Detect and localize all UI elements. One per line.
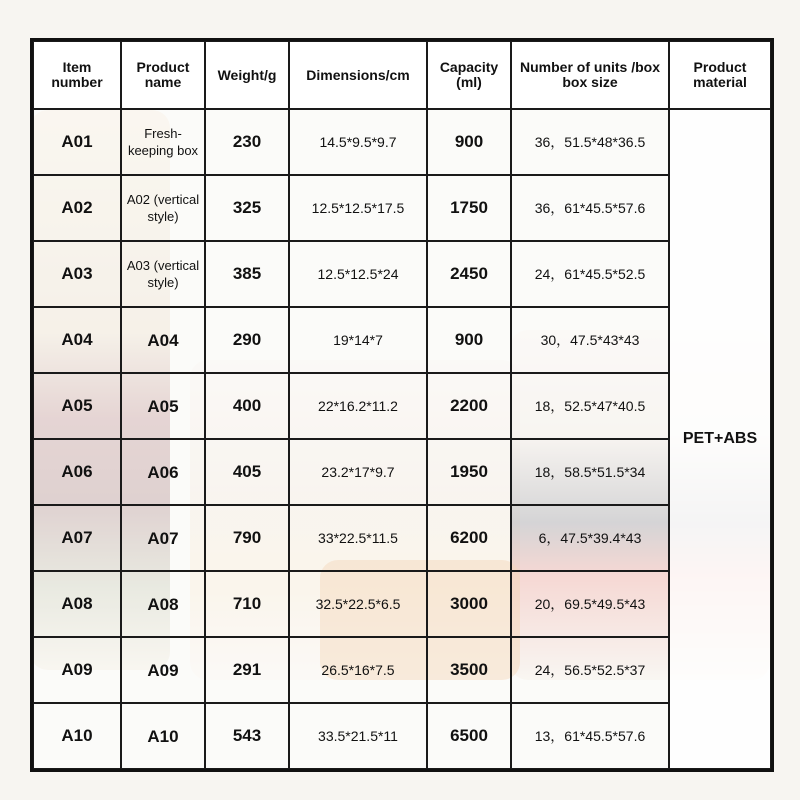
cell-product-name: A06 xyxy=(121,439,205,505)
cell-product-name: A05 xyxy=(121,373,205,439)
cell-dimensions: 23.2*17*9.7 xyxy=(289,439,427,505)
cell-product-name: A03 (vertical style) xyxy=(121,241,205,307)
cell-capacity: 1750 xyxy=(427,175,511,241)
cell-units-box: 24，61*45.5*52.5 xyxy=(511,241,669,307)
cell-material: PET+ABS xyxy=(669,109,771,769)
cell-units-box: 36，51.5*48*36.5 xyxy=(511,109,669,175)
cell-units-box: 30，47.5*43*43 xyxy=(511,307,669,373)
cell-item-number: A08 xyxy=(33,571,121,637)
header-weight: Weight/g xyxy=(205,41,289,109)
cell-product-name: Fresh-keeping box xyxy=(121,109,205,175)
table-row xyxy=(33,109,771,175)
table-row xyxy=(33,703,771,769)
cell-weight: 543 xyxy=(205,703,289,769)
table-row xyxy=(33,307,771,373)
cell-weight: 400 xyxy=(205,373,289,439)
cell-dimensions: 14.5*9.5*9.7 xyxy=(289,109,427,175)
cell-units-box: 18，52.5*47*40.5 xyxy=(511,373,669,439)
table-row xyxy=(33,439,771,505)
cell-item-number: A05 xyxy=(33,373,121,439)
cell-item-number: A09 xyxy=(33,637,121,703)
cell-item-number: A03 xyxy=(33,241,121,307)
cell-dimensions: 19*14*7 xyxy=(289,307,427,373)
cell-capacity: 1950 xyxy=(427,439,511,505)
cell-product-name: A09 xyxy=(121,637,205,703)
table-row xyxy=(33,637,771,703)
cell-weight: 790 xyxy=(205,505,289,571)
header-item-number: Item number xyxy=(33,41,121,109)
cell-capacity: 2450 xyxy=(427,241,511,307)
header-product-name: Product name xyxy=(121,41,205,109)
cell-item-number: A10 xyxy=(33,703,121,769)
cell-units-box: 36，61*45.5*57.6 xyxy=(511,175,669,241)
cell-product-name: A08 xyxy=(121,571,205,637)
cell-product-name: A04 xyxy=(121,307,205,373)
cell-weight: 290 xyxy=(205,307,289,373)
cell-units-box: 13，61*45.5*57.6 xyxy=(511,703,669,769)
cell-capacity: 6200 xyxy=(427,505,511,571)
cell-dimensions: 33*22.5*11.5 xyxy=(289,505,427,571)
cell-dimensions: 12.5*12.5*24 xyxy=(289,241,427,307)
cell-dimensions: 26.5*16*7.5 xyxy=(289,637,427,703)
cell-units-box: 6，47.5*39.4*43 xyxy=(511,505,669,571)
cell-weight: 230 xyxy=(205,109,289,175)
cell-product-name: A07 xyxy=(121,505,205,571)
table-row xyxy=(33,373,771,439)
cell-capacity: 3000 xyxy=(427,571,511,637)
table-header-row xyxy=(33,41,771,109)
cell-product-name: A02 (vertical style) xyxy=(121,175,205,241)
header-units-box: Number of units /box box size xyxy=(511,41,669,109)
cell-weight: 405 xyxy=(205,439,289,505)
table-row xyxy=(33,241,771,307)
cell-item-number: A06 xyxy=(33,439,121,505)
cell-dimensions: 22*16.2*11.2 xyxy=(289,373,427,439)
cell-weight: 291 xyxy=(205,637,289,703)
header-material: Product material xyxy=(669,41,771,109)
cell-weight: 325 xyxy=(205,175,289,241)
cell-units-box: 20，69.5*49.5*43 xyxy=(511,571,669,637)
cell-capacity: 900 xyxy=(427,307,511,373)
cell-product-name: A10 xyxy=(121,703,205,769)
cell-units-box: 18，58.5*51.5*34 xyxy=(511,439,669,505)
table-row xyxy=(33,505,771,571)
cell-item-number: A04 xyxy=(33,307,121,373)
cell-item-number: A07 xyxy=(33,505,121,571)
spec-table-wrapper xyxy=(32,40,770,760)
cell-capacity: 2200 xyxy=(427,373,511,439)
header-capacity: Capacity (ml) xyxy=(427,41,511,109)
spec-table xyxy=(32,40,772,770)
cell-weight: 710 xyxy=(205,571,289,637)
cell-dimensions: 33.5*21.5*11 xyxy=(289,703,427,769)
table-row xyxy=(33,571,771,637)
cell-dimensions: 32.5*22.5*6.5 xyxy=(289,571,427,637)
table-row xyxy=(33,175,771,241)
cell-item-number: A02 xyxy=(33,175,121,241)
cell-dimensions: 12.5*12.5*17.5 xyxy=(289,175,427,241)
cell-item-number: A01 xyxy=(33,109,121,175)
cell-capacity: 3500 xyxy=(427,637,511,703)
cell-capacity: 6500 xyxy=(427,703,511,769)
header-dimensions: Dimensions/cm xyxy=(289,41,427,109)
cell-capacity: 900 xyxy=(427,109,511,175)
cell-weight: 385 xyxy=(205,241,289,307)
cell-units-box: 24，56.5*52.5*37 xyxy=(511,637,669,703)
